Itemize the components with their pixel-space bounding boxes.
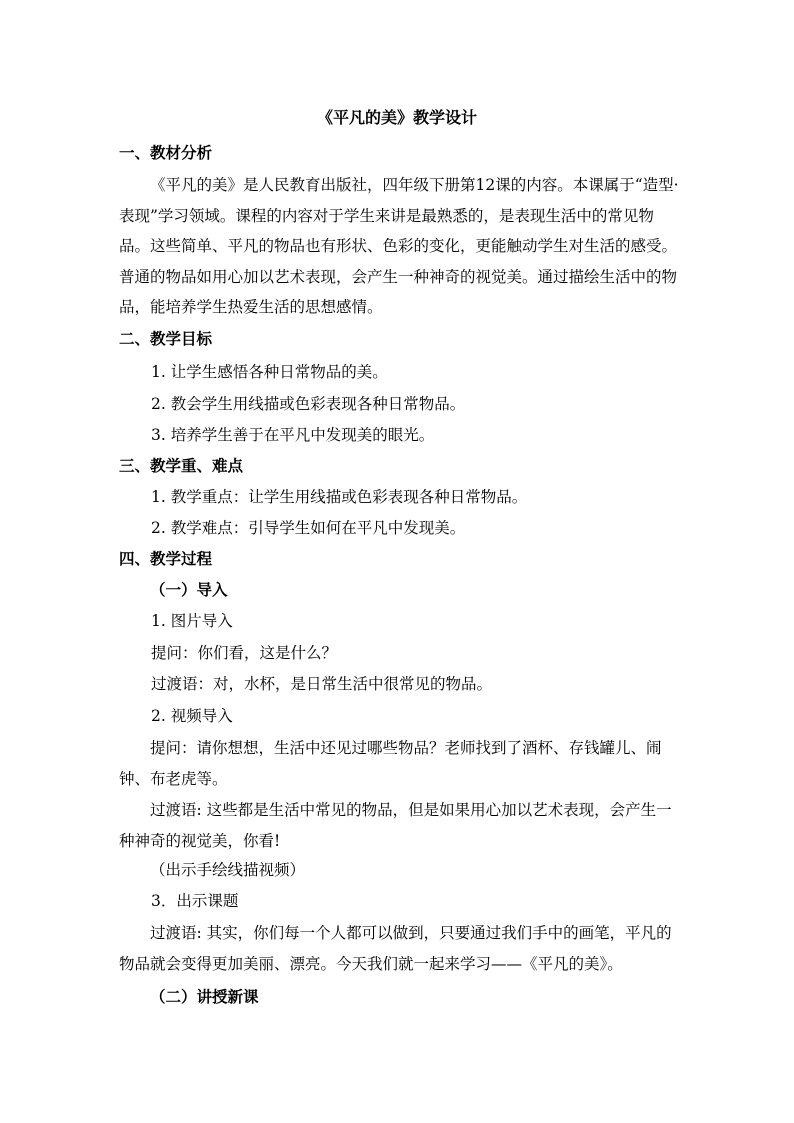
step-picture-intro: 1. 图片导入 bbox=[151, 612, 233, 630]
section-heading-1: 一、教材分析 bbox=[119, 143, 213, 162]
question-2: 提问：请你想想，生活中还见过哪些物品？老师找到了酒杯、存钱罐儿、闹钟、布老虎等。 bbox=[119, 739, 662, 788]
goal-item-2: 2. 教会学生用线描或色彩表现各种日常物品。 bbox=[151, 395, 466, 413]
transition-2: 过渡语: 这些都是生活中常见的物品，但是如果用心加以艺术表现，会产生一种神奇的视觉美，你看! bbox=[119, 801, 672, 850]
transition-3: 过渡语: 其实，你们每一个人都可以做到，只要通过我们手中的画笔，平凡的物品就会变得更加美丽、漂亮。今天我们就一起来学习——《平凡的美》。 bbox=[119, 924, 672, 973]
step-show-topic: 3．出示课题 bbox=[151, 892, 239, 910]
step-video-intro: 2. 视频导入 bbox=[151, 707, 233, 725]
document-title: 《平凡的美》教学设计 bbox=[316, 108, 477, 127]
question-1: 提问：你们看，这是什么？ bbox=[151, 644, 338, 662]
section-heading-2: 二、教学目标 bbox=[119, 329, 213, 348]
section-1-paragraph: 《平凡的美》是人民教育出版社，四年级下册第12课的内容。本课属于“造型·表现”学习领域。课程的内容对于学生来讲是最熟悉的，是表现生活中的常见物品。这些简单、平凡的物品也有形状、色彩的变化，更能触动学生对生活的感受。普通的物品如用心加以艺术表现，会产生一种神奇的视觉美。通过描绘生活中的物品，能培养学生热爱生活的思想感情。 bbox=[119, 176, 679, 316]
video-note: （出示手绘线描视频） bbox=[150, 861, 306, 879]
subsection-heading-intro: （一）导入 bbox=[150, 580, 228, 599]
transition-1: 过渡语：对，水杯，是日常生活中很常见的物品。 bbox=[151, 675, 493, 693]
subsection-heading-new-lesson: （二）讲授新课 bbox=[150, 987, 259, 1006]
goal-item-3: 3. 培养学生善于在平凡中发现美的眼光。 bbox=[151, 426, 435, 444]
keypoint-item-1: 1. 教学重点：让学生用线描或色彩表现各种日常物品。 bbox=[151, 488, 528, 506]
goal-item-1: 1. 让学生感悟各种日常物品的美。 bbox=[151, 363, 388, 381]
section-heading-3: 三、教学重、难点 bbox=[119, 456, 244, 475]
section-heading-4: 四、教学过程 bbox=[119, 549, 213, 568]
keypoint-item-2: 2. 教学难点：引导学生如何在平凡中发现美。 bbox=[151, 519, 466, 537]
